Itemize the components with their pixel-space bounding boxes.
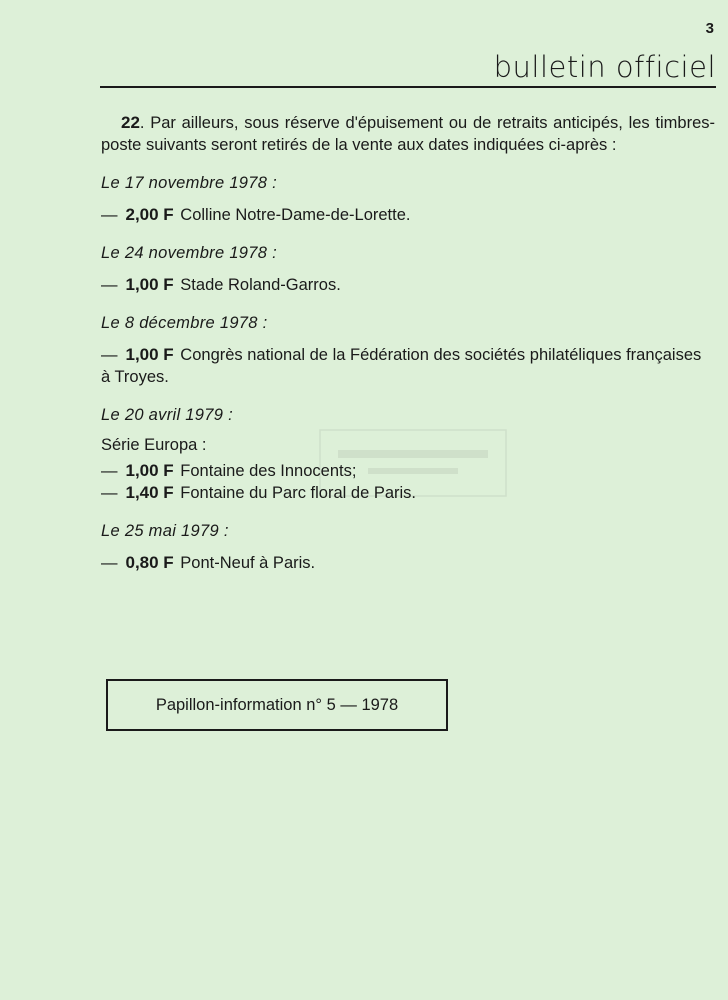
paragraph-number: 22 xyxy=(121,113,140,132)
dash: — xyxy=(101,554,118,572)
stamp-price: 2,00 F xyxy=(125,205,174,224)
stamp-label: Fontaine du Parc floral de Paris. xyxy=(180,484,417,502)
stamp-item xyxy=(101,482,715,504)
stamp-label: Stade Roland-Garros. xyxy=(180,276,341,294)
header xyxy=(100,44,716,88)
section-subheading: Série Europa : xyxy=(101,436,207,454)
stamp-label: Congrès national de la Fédération des sociétés philatéliques françaises à Troyes. xyxy=(101,346,702,386)
section-date: Le 17 novembre 1978 : xyxy=(101,174,278,192)
stamp-price: 1,00 F xyxy=(125,461,174,480)
dash: — xyxy=(101,346,118,364)
section-date: Le 24 novembre 1978 : xyxy=(101,244,278,262)
header-title: bulletin officiel xyxy=(493,50,716,84)
stamp-price: 1,00 F xyxy=(125,275,174,294)
stamp-label: Pont-Neuf à Paris. xyxy=(180,554,316,572)
section xyxy=(101,520,715,574)
section-date: Le 8 décembre 1978 : xyxy=(101,314,268,332)
stamp-item xyxy=(101,344,715,388)
section-date: Le 25 mai 1979 : xyxy=(101,522,229,540)
stamp-item xyxy=(101,274,715,296)
dash: — xyxy=(101,276,118,294)
dash: — xyxy=(101,462,118,480)
dash: — xyxy=(101,206,118,224)
stamp-item xyxy=(101,460,715,482)
intro-text: . Par ailleurs, sous réserve d'épuisement ou de retraits anticipés, les timbres-poste suivants seront retirés de la vente aux dates indiquées ci-après : xyxy=(101,114,715,154)
section xyxy=(101,404,715,504)
stamp-price: 0,80 F xyxy=(125,553,174,572)
stamp-label: Fontaine des Innocents; xyxy=(180,462,357,480)
stamp-label: Colline Notre-Dame-de-Lorette. xyxy=(180,206,411,224)
stamp-price: 1,40 F xyxy=(125,483,174,502)
stamp-item xyxy=(101,552,715,574)
dash: — xyxy=(101,484,118,502)
info-box-text: Papillon-information n° 5 — 1978 xyxy=(155,695,399,714)
page-number: 3 xyxy=(705,20,714,37)
intro-paragraph xyxy=(101,112,715,156)
stamp-price: 1,00 F xyxy=(125,345,174,364)
section-date: Le 20 avril 1979 : xyxy=(101,406,233,424)
content xyxy=(101,112,715,574)
section xyxy=(101,312,715,388)
section xyxy=(101,242,715,296)
stamp-item xyxy=(101,204,715,226)
section xyxy=(101,172,715,226)
info-box xyxy=(106,679,448,731)
